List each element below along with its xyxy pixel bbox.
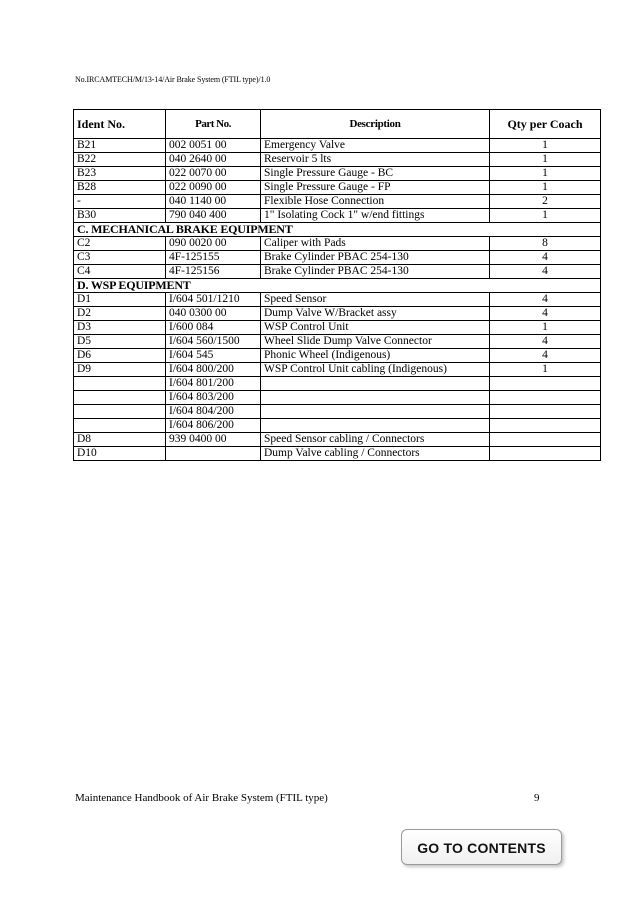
description-cell: WSP Control Unit cabling (Indigenous) (261, 363, 490, 377)
description-cell: Single Pressure Gauge - FP (261, 181, 490, 195)
table-row (74, 335, 601, 349)
ident-cell: D10 (74, 447, 166, 461)
qty-cell (490, 433, 601, 447)
table-row (74, 307, 601, 321)
ident-cell: D5 (74, 335, 166, 349)
column-header-qty: Qty per Coach (490, 110, 601, 139)
qty-cell (490, 405, 601, 419)
description-cell: Reservoir 5 lts (261, 153, 490, 167)
part-cell: I/600 084 (166, 321, 261, 335)
part-cell (166, 447, 261, 461)
part-cell: I/604 545 (166, 349, 261, 363)
qty-cell: 4 (490, 293, 601, 307)
part-cell: I/604 501/1210 (166, 293, 261, 307)
description-cell: Flexible Hose Connection (261, 195, 490, 209)
ident-cell: B30 (74, 209, 166, 223)
table-row (74, 195, 601, 209)
ident-cell: B28 (74, 181, 166, 195)
part-cell: 040 2640 00 (166, 153, 261, 167)
qty-cell: 4 (490, 251, 601, 265)
table-row (74, 433, 601, 447)
description-cell: Speed Sensor cabling / Connectors (261, 433, 490, 447)
part-cell: 4F-125155 (166, 251, 261, 265)
qty-cell (490, 391, 601, 405)
description-cell: Brake Cylinder PBAC 254-130 (261, 265, 490, 279)
ident-cell (74, 377, 166, 391)
table-row (74, 377, 601, 391)
qty-cell: 2 (490, 195, 601, 209)
description-cell (261, 377, 490, 391)
part-cell: 040 1140 00 (166, 195, 261, 209)
column-header-description: Description (261, 110, 490, 139)
description-cell: 1" Isolating Cock 1" w/end fittings (261, 209, 490, 223)
qty-cell: 1 (490, 153, 601, 167)
description-cell: Dump Valve W/Bracket assy (261, 307, 490, 321)
qty-cell: 1 (490, 209, 601, 223)
table-row (74, 153, 601, 167)
ident-cell: D8 (74, 433, 166, 447)
ident-cell: - (74, 195, 166, 209)
table-row (74, 447, 601, 461)
table-row (74, 363, 601, 377)
ident-cell (74, 405, 166, 419)
table-row (74, 321, 601, 335)
table-row (74, 391, 601, 405)
part-cell: I/604 800/200 (166, 363, 261, 377)
ident-cell (74, 419, 166, 433)
table-row (74, 209, 601, 223)
table-row (74, 181, 601, 195)
ident-cell (74, 391, 166, 405)
qty-cell: 1 (490, 321, 601, 335)
ident-cell: C3 (74, 251, 166, 265)
table-row (74, 293, 601, 307)
section-row-wsp (74, 279, 601, 293)
description-cell (261, 405, 490, 419)
part-cell: 022 0070 00 (166, 167, 261, 181)
page-number: 9 (534, 792, 540, 804)
description-cell (261, 419, 490, 433)
qty-cell (490, 447, 601, 461)
part-cell: 022 0090 00 (166, 181, 261, 195)
qty-cell: 1 (490, 167, 601, 181)
ident-cell: D1 (74, 293, 166, 307)
table-row (74, 167, 601, 181)
description-cell: Emergency Valve (261, 139, 490, 153)
section-heading: C. MECHANICAL BRAKE EQUIPMENT (74, 223, 601, 237)
table-row (74, 349, 601, 363)
column-header-ident: Ident No. (74, 110, 166, 139)
ident-cell: B23 (74, 167, 166, 181)
qty-cell (490, 419, 601, 433)
description-cell (261, 391, 490, 405)
table-row (74, 139, 601, 153)
ident-cell: D9 (74, 363, 166, 377)
table-row (74, 405, 601, 419)
qty-cell: 1 (490, 139, 601, 153)
part-cell: 790 040 400 (166, 209, 261, 223)
description-cell: Single Pressure Gauge - BC (261, 167, 490, 181)
qty-cell: 4 (490, 265, 601, 279)
section-row-mechanical-brake (74, 223, 601, 237)
qty-cell: 4 (490, 307, 601, 321)
table-row (74, 251, 601, 265)
ident-cell: B22 (74, 153, 166, 167)
description-cell: Caliper with Pads (261, 237, 490, 251)
part-cell: I/604 806/200 (166, 419, 261, 433)
part-cell: 939 0400 00 (166, 433, 261, 447)
description-cell: Speed Sensor (261, 293, 490, 307)
qty-cell: 4 (490, 335, 601, 349)
description-cell: Wheel Slide Dump Valve Connector (261, 335, 490, 349)
table-row (74, 419, 601, 433)
table-row (74, 237, 601, 251)
part-cell: 4F-125156 (166, 265, 261, 279)
description-cell: Phonic Wheel (Indigenous) (261, 349, 490, 363)
description-cell: Brake Cylinder PBAC 254-130 (261, 251, 490, 265)
part-cell: I/604 560/1500 (166, 335, 261, 349)
part-cell: 090 0020 00 (166, 237, 261, 251)
ident-cell: C4 (74, 265, 166, 279)
table-row (74, 265, 601, 279)
go-to-contents-button[interactable]: GO TO CONTENTS (401, 829, 562, 865)
qty-cell: 1 (490, 181, 601, 195)
document-reference: No.IRCAMTECH/M/13-14/Air Brake System (FTIL type)/1.0 (75, 75, 271, 84)
ident-cell: C2 (74, 237, 166, 251)
part-cell: 040 0300 00 (166, 307, 261, 321)
description-cell: WSP Control Unit (261, 321, 490, 335)
description-cell: Dump Valve cabling / Connectors (261, 447, 490, 461)
equipment-table (73, 109, 601, 461)
part-cell: I/604 801/200 (166, 377, 261, 391)
qty-cell (490, 377, 601, 391)
part-cell: I/604 803/200 (166, 391, 261, 405)
ident-cell: B21 (74, 139, 166, 153)
footer-handbook-title: Maintenance Handbook of Air Brake System (FTIL type) (75, 792, 328, 804)
ident-cell: D6 (74, 349, 166, 363)
section-heading: D. WSP EQUIPMENT (74, 279, 601, 293)
qty-cell: 8 (490, 237, 601, 251)
table-header-row (74, 110, 601, 139)
ident-cell: D3 (74, 321, 166, 335)
qty-cell: 4 (490, 349, 601, 363)
column-header-part: Part No. (166, 110, 261, 139)
part-cell: I/604 804/200 (166, 405, 261, 419)
qty-cell: 1 (490, 363, 601, 377)
ident-cell: D2 (74, 307, 166, 321)
part-cell: 002 0051 00 (166, 139, 261, 153)
